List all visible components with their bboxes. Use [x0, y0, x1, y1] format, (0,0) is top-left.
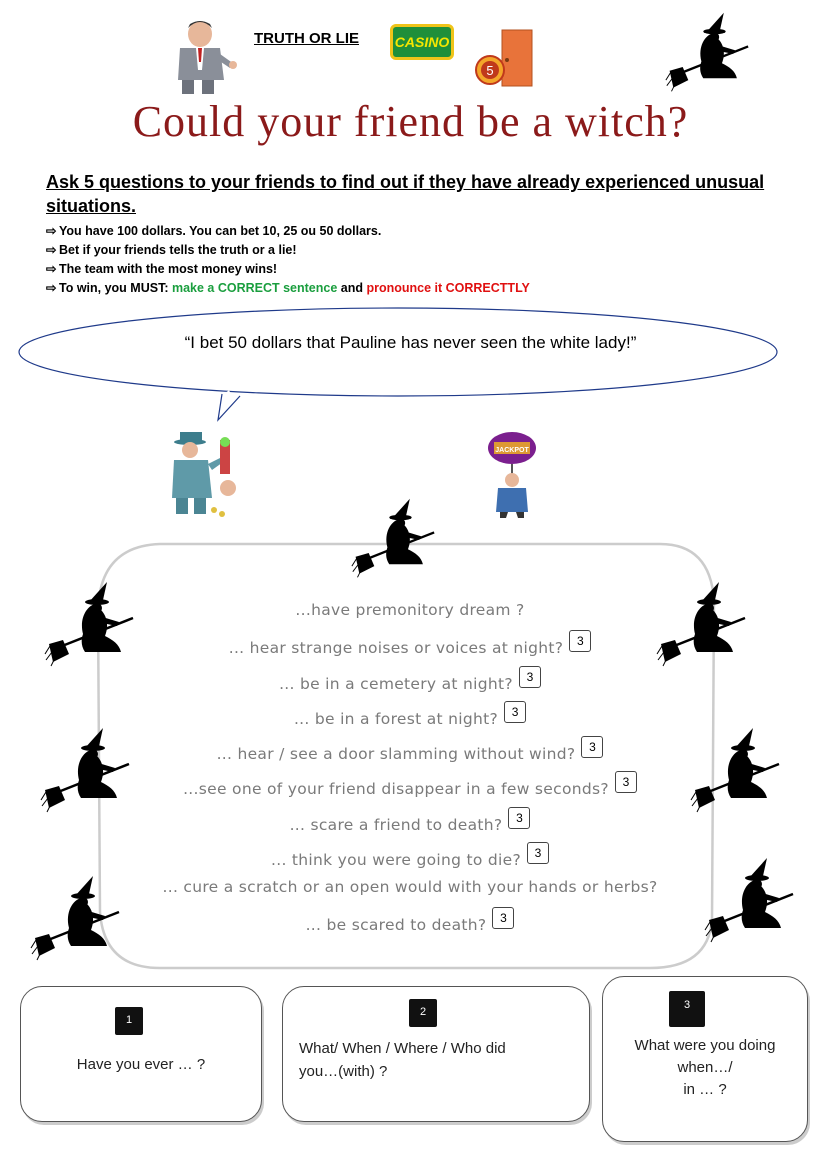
instructions-heading: Ask 5 questions to your friends to find out if they have already experienced unusual situations.: [46, 172, 765, 216]
page-title: Could your friend be a witch?: [132, 97, 689, 146]
prompt-item: ...see one of your friend disappear in a few seconds? 3: [80, 771, 740, 806]
gambler-illustration: [168, 430, 240, 520]
question-box-1: [20, 986, 262, 1122]
points-badge: 3: [581, 736, 603, 758]
witch-icon: [350, 496, 436, 582]
points-badge: 3: [504, 701, 526, 723]
door-chip-illustration: [474, 26, 536, 90]
arrow-icon: ⇨: [46, 243, 57, 257]
prompt-item: ... be in a cemetery at night? 3: [80, 666, 740, 701]
points-badge: 3: [569, 630, 591, 652]
businessman-illustration: [170, 18, 240, 96]
red-highlight: pronounce it CORRECTTLY: [366, 281, 530, 295]
rule-item: ⇨ The team with the most money wins!: [46, 260, 530, 279]
chip-number: 5: [486, 63, 494, 78]
prompt-item: ...have premonitory dream ?: [295, 601, 525, 619]
question-number: 3: [669, 991, 705, 1027]
points-badge: 3: [527, 842, 549, 864]
prompt-item: ... be in a forest at night? 3: [80, 701, 740, 736]
question-text: What/ When / Where / Who did you…(with) ?: [299, 1040, 506, 1080]
prompt-item: ... be scared to death? 3: [80, 907, 740, 942]
rules-list: [46, 222, 530, 298]
prompt-item: ... scare a friend to death? 3: [80, 807, 740, 842]
points-badge: 3: [615, 771, 637, 793]
question-box-3: [602, 976, 808, 1142]
casino-label: CASINO: [394, 34, 450, 50]
question-box-2: [282, 986, 590, 1122]
question-text: Have you ever … ?: [76, 1056, 206, 1073]
jackpot-label: JACKPOT: [495, 447, 529, 454]
prompt-item: ... cure a scratch or an open would with your hands or herbs?: [162, 878, 658, 897]
speech-bubble-text: “I bet 50 dollars that Pauline has never seen the white lady!”: [184, 333, 637, 352]
points-badge: 3: [519, 666, 541, 688]
question-number: 1: [115, 1007, 143, 1035]
prompt-list: [80, 595, 740, 943]
question-text: What were you doing when…/ in … ?: [634, 1037, 776, 1098]
green-highlight: make a CORRECT sentence: [171, 281, 338, 295]
rule-item: ⇨ You have 100 dollars. You can bet 10, 25 ou 50 dollars.: [46, 222, 530, 241]
speech-bubble: [0, 300, 821, 425]
prompt-item: ... think you were going to die? 3: [80, 842, 740, 877]
arrow-icon: ⇨: [46, 281, 57, 295]
prompt-item: ... hear / see a door slamming without wind? 3: [80, 736, 740, 771]
arrow-icon: ⇨: [46, 262, 57, 276]
rule-item: ⇨ Bet if your friends tells the truth or a lie!: [46, 241, 530, 260]
casino-sign: [390, 24, 454, 60]
question-number: 2: [409, 999, 437, 1027]
prompt-item: ... hear strange noises or voices at night? 3: [80, 630, 740, 665]
jackpot-illustration: [486, 430, 546, 520]
rule-item-win: ⇨ To win, you MUST: make a CORRECT sentence and pronounce it CORRECTTLY: [46, 279, 530, 298]
worksheet-label: TRUTH OR LIE: [254, 30, 359, 47]
witch-icon: [664, 10, 750, 96]
arrow-icon: ⇨: [46, 224, 57, 238]
points-badge: 3: [508, 807, 530, 829]
points-badge: 3: [492, 907, 514, 929]
